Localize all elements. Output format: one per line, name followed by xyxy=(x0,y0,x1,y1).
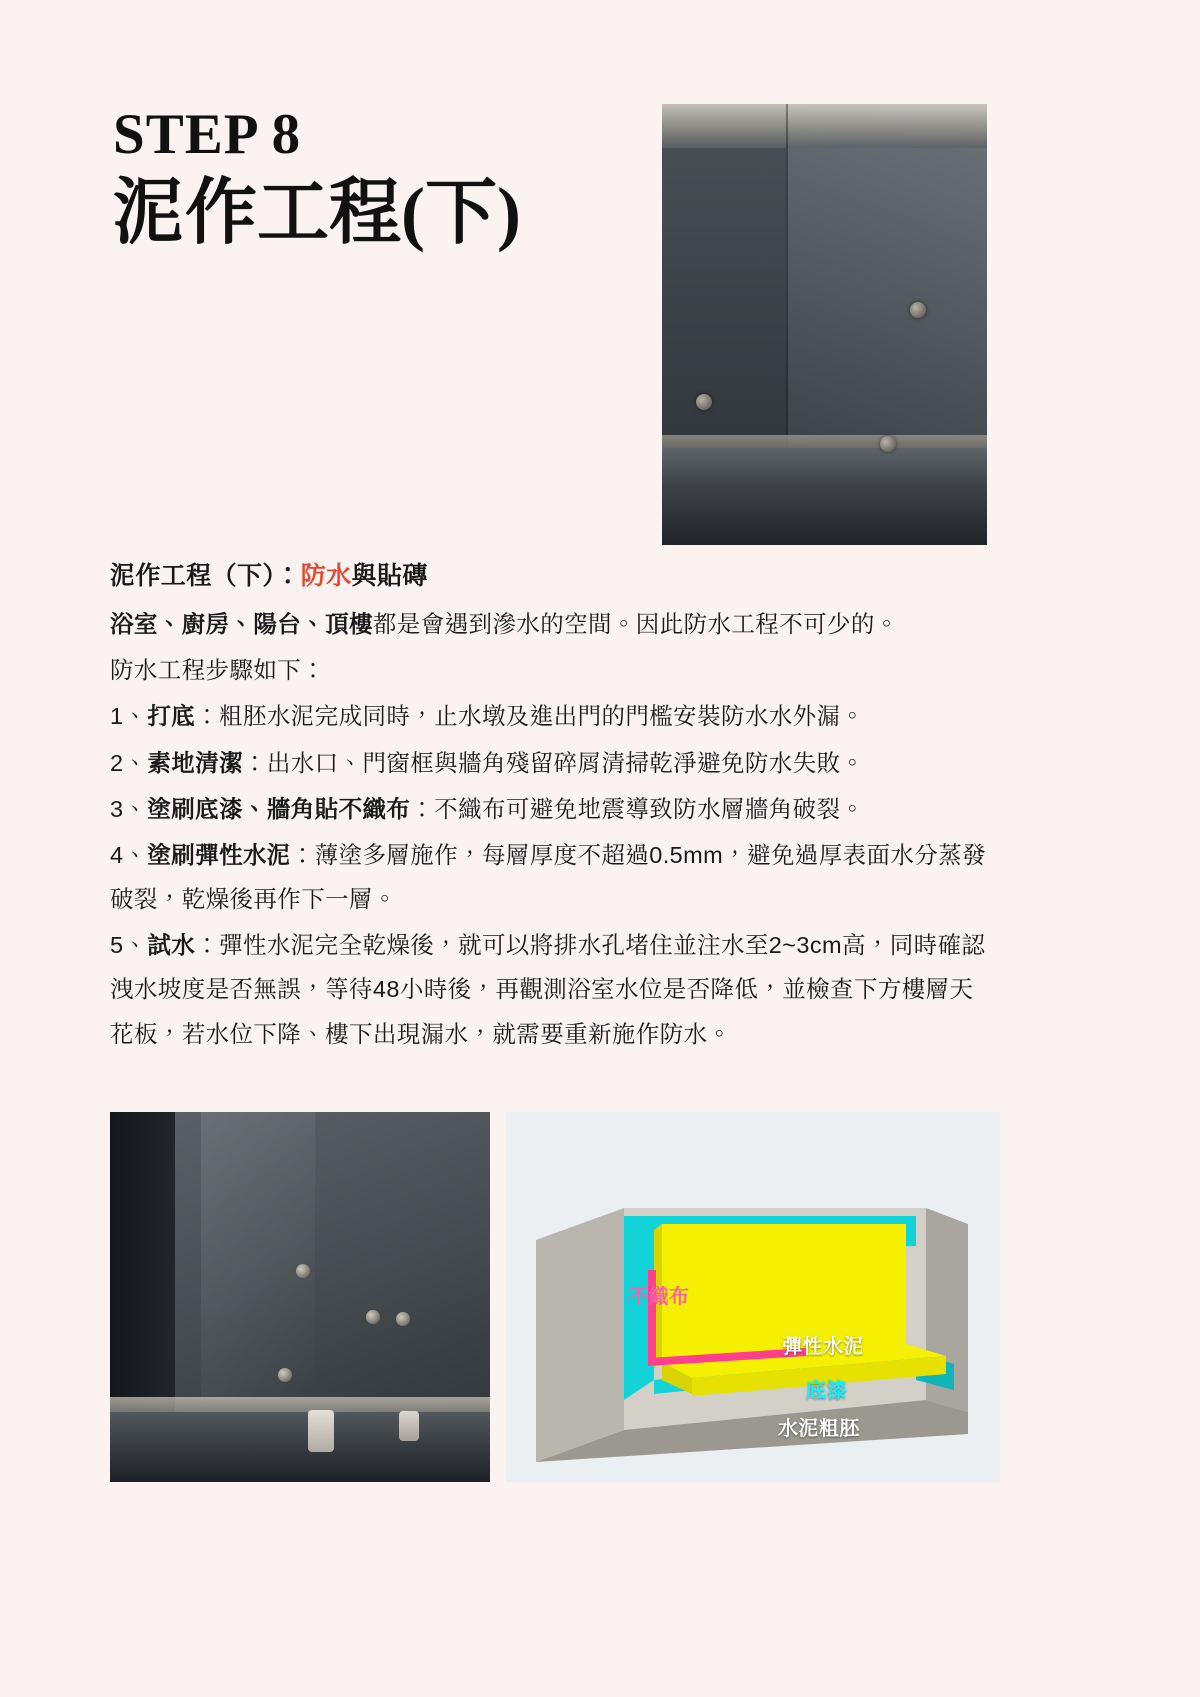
intro-bold-spaces: 浴室、廚房、陽台、頂樓 xyxy=(110,611,373,637)
list-item-term: 素地清潔 xyxy=(147,749,243,776)
step-label: STEP 8 xyxy=(113,103,302,166)
diagram-label-nonwoven: 不織布 xyxy=(628,1286,690,1308)
list-item-number: 1、 xyxy=(110,703,148,730)
substrate-left-face xyxy=(536,1208,624,1462)
hero-pipe-outlet-2 xyxy=(696,394,712,410)
list-item xyxy=(110,694,997,738)
hero-pipe-outlet-1 xyxy=(910,302,926,318)
list-item-number: 3、 xyxy=(110,795,148,822)
photo-pipe-outlet-1 xyxy=(296,1264,310,1278)
list-item xyxy=(110,833,997,921)
intro-paragraph xyxy=(110,602,997,646)
page-title: 泥作工程(下) xyxy=(113,172,521,253)
list-item-number: 2、 xyxy=(110,749,148,776)
list-item xyxy=(110,923,997,1056)
layer-diagram-svg xyxy=(506,1112,1000,1482)
intro-rest: 都是會遇到滲水的空間。因此防水工程不可少的。 xyxy=(372,611,899,637)
diagram-label-primer: 底漆 xyxy=(806,1380,847,1402)
list-item-number: 5、 xyxy=(110,932,148,959)
list-item-text: ：彈性水泥完全乾燥後，就可以將排水孔堵住並注水至2~3cm高，同時確認洩水坡度是否無誤，等待48小時後，再觀測浴室水位是否降低，並檢查下方樓層天花板，若水位下降、樓下出現漏水，就需要重新施作防水。 xyxy=(110,932,986,1047)
list-item xyxy=(110,787,997,831)
bottom-image-row xyxy=(110,1112,1000,1482)
section-heading xyxy=(110,553,997,600)
section-heading-accent: 防水 xyxy=(300,562,352,590)
list-item-term: 試水 xyxy=(147,932,196,959)
list-item xyxy=(110,741,997,785)
list-item-term: 塗刷底漆、牆角貼不織布 xyxy=(147,795,411,822)
list-item-text: ：粗胚水泥完成同時，止水墩及進出門的門檻安裝防水水外漏。 xyxy=(195,703,865,730)
photo-wall-floor xyxy=(110,1412,490,1482)
page-header xyxy=(113,105,673,256)
photo-pipe-outlet-2 xyxy=(366,1310,380,1324)
photo-drain-pipe-1 xyxy=(308,1410,334,1452)
photo-pipe-outlet-3 xyxy=(396,1312,410,1326)
list-item-term: 塗刷彈性水泥 xyxy=(147,841,291,868)
list-item-term: 打底 xyxy=(147,703,196,730)
list-item-text: ：出水口、門窗框與牆角殘留碎屑清掃乾淨避免防水失敗。 xyxy=(242,749,865,776)
photo-drain-pipe-2 xyxy=(399,1411,419,1441)
finished-wall-photo xyxy=(110,1112,490,1482)
diagram-label-elastic-cement: 彈性水泥 xyxy=(782,1336,864,1358)
list-item-text: ：不織布可避免地震導致防水層牆角破裂。 xyxy=(410,795,865,822)
photo-wall-sheen xyxy=(201,1112,315,1401)
photo-pipe-outlet-4 xyxy=(278,1368,292,1382)
waterproof-layer-diagram xyxy=(506,1112,1000,1482)
hero-photo xyxy=(662,104,987,545)
section-heading-suffix: 與貼磚 xyxy=(351,562,428,590)
diagram-label-rough-cement: 水泥粗胚 xyxy=(778,1418,860,1440)
hero-ceiling xyxy=(662,104,987,148)
steps-intro: 防水工程步驟如下： xyxy=(110,657,326,684)
article-body xyxy=(110,553,997,1058)
hero-floor xyxy=(662,448,987,545)
list-item-number: 4、 xyxy=(110,841,148,868)
hero-pipe-outlet-3 xyxy=(880,436,896,452)
list-item-text: ：薄塗多層施作，每層厚度不超過0.5mm，避免過厚表面水分蒸發破裂，乾燥後再作下一層。 xyxy=(110,841,986,913)
section-heading-prefix: 泥作工程（下）： xyxy=(110,562,301,590)
hero-wall-corner xyxy=(786,104,788,457)
